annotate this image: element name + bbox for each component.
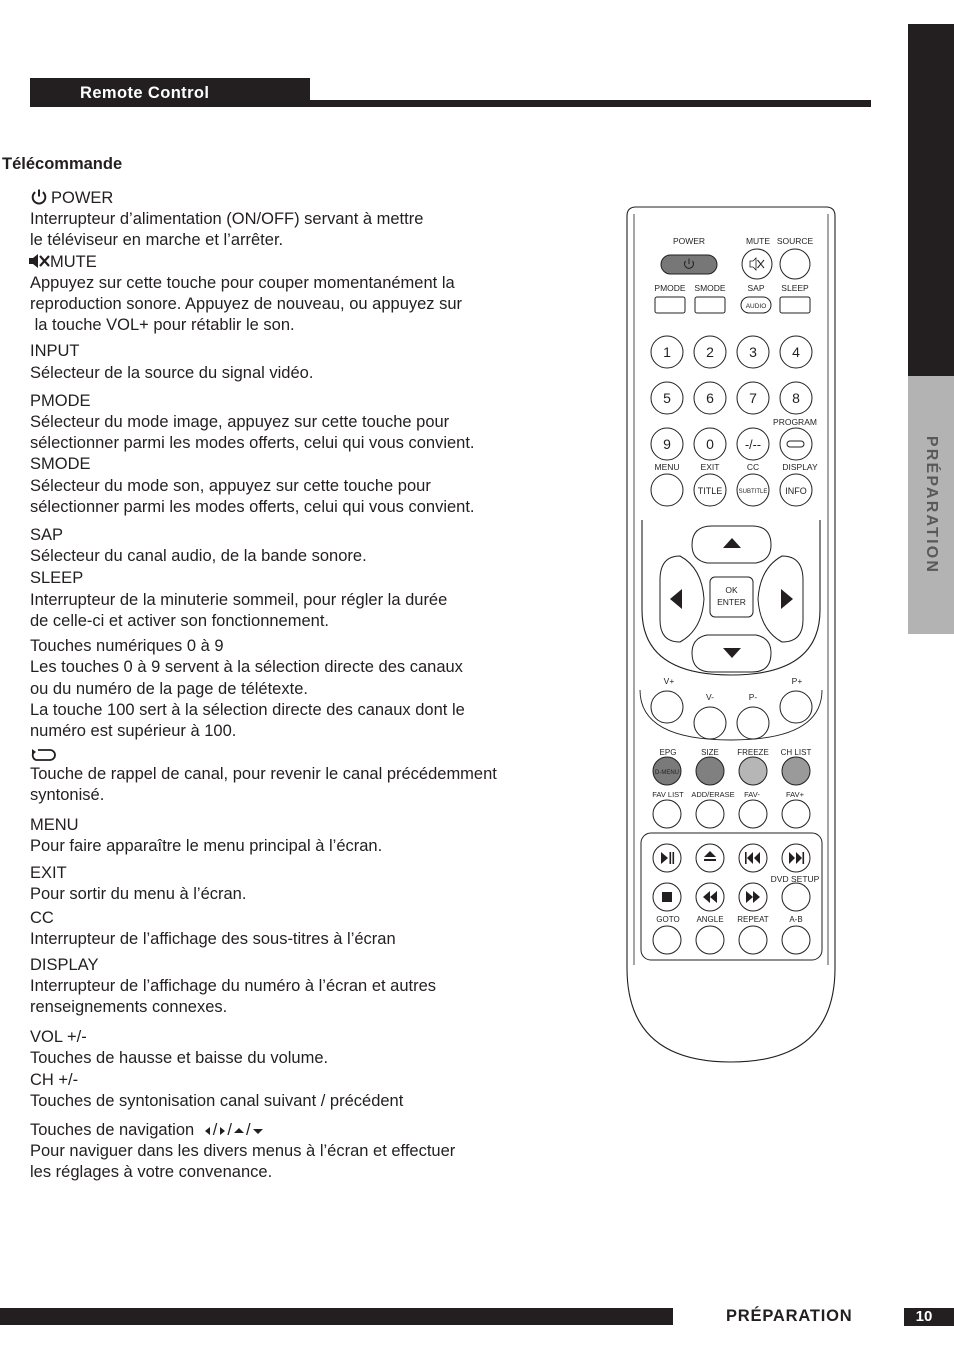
digit-4-label: 4 <box>792 344 800 360</box>
program-label: PROGRAM <box>773 417 817 427</box>
pmode-desc-2: sélectionner parmi les modes offerts, celui qui vous convient. <box>30 434 475 452</box>
nav-sep-1: / <box>212 1121 218 1139</box>
yellow-key-button[interactable] <box>739 757 767 785</box>
digit-8-label: 8 <box>792 390 800 406</box>
cc-label: CC <box>746 462 760 472</box>
fast-forward-icon <box>746 891 760 903</box>
repeat-button[interactable] <box>739 926 767 954</box>
next-icon <box>789 852 804 864</box>
sleep-label: SLEEP <box>781 283 809 293</box>
mute-button[interactable] <box>742 249 772 279</box>
power-desc-1: Interrupteur d’alimentation (ON/OFF) servant à mettre <box>30 210 424 228</box>
p-plus-label: P+ <box>791 676 803 686</box>
recall-desc-2: syntonisé. <box>30 786 105 804</box>
power-label: POWER <box>672 236 706 246</box>
header-title: Remote Control <box>80 84 210 102</box>
exit-title: EXIT <box>30 864 67 882</box>
digit-3-label: 3 <box>749 344 757 360</box>
v-plus-label: V+ <box>663 676 675 686</box>
remote-control <box>600 195 860 1075</box>
eject-button[interactable] <box>696 844 724 872</box>
display-desc-2: renseignements connexes. <box>30 998 228 1016</box>
nav-sep-2: / <box>227 1121 232 1139</box>
goto-button[interactable] <box>653 926 681 954</box>
eject-icon <box>704 851 716 861</box>
info-key-label: INFO <box>785 486 807 496</box>
ch-title: CH +/- <box>30 1071 79 1089</box>
epg-label: EPG <box>659 748 677 757</box>
add-erase-button[interactable] <box>696 800 724 828</box>
size-label: SIZE <box>701 748 719 757</box>
dmenu-label: D-MENU <box>655 770 679 776</box>
nav-desc-1: Pour naviguer dans les divers menus à l’écran et effectuer <box>30 1142 456 1160</box>
stop-icon <box>662 892 672 902</box>
fav-list-label: FAV LIST <box>652 790 684 799</box>
mute-label: MUTE <box>745 236 771 246</box>
digit-5-label: 5 <box>663 390 671 406</box>
nav-desc-2: les réglages à votre convenance. <box>30 1163 273 1181</box>
page-number: 10 <box>915 1308 933 1325</box>
volch-bay <box>640 690 822 740</box>
pmode-button[interactable] <box>655 297 685 313</box>
power-button[interactable] <box>661 255 717 274</box>
menu-button[interactable] <box>651 474 683 506</box>
fav-list-button[interactable] <box>653 800 681 828</box>
display-desc-1: Interrupteur de l’affichage du numéro à l’écran et autres <box>30 977 437 995</box>
mute-desc-2: reproduction sonore. Appuyez de nouveau, ou appuyez sur <box>30 295 463 313</box>
numeric-desc-4: numéro est supérieur à 100. <box>30 722 237 740</box>
ch-desc-1: Touches de syntonisation canal suivant / précédent <box>30 1092 404 1110</box>
ch-down-button[interactable] <box>737 707 769 739</box>
nav-right-button[interactable] <box>758 556 803 642</box>
menu-desc-1: Pour faire apparaître le menu principal à l’écran. <box>30 837 383 855</box>
vol-desc-1: Touches de hausse et baisse du volume. <box>30 1049 329 1067</box>
sap-label: SAP <box>747 283 765 293</box>
numeric-title: Touches numériques 0 à 9 <box>30 637 224 655</box>
numeric-desc-1: Les touches 0 à 9 servent à la sélection directe des canaux <box>30 658 463 676</box>
nav-heading <box>30 1120 265 1141</box>
digit-7-label: 7 <box>749 390 757 406</box>
rewind-icon <box>703 891 717 903</box>
sleep-desc-2: de celle-ci et activer son fonctionnement. <box>30 612 329 630</box>
footer-rule <box>0 1308 673 1325</box>
arrow-down-icon <box>251 1125 265 1137</box>
smode-desc-2: sélectionner parmi les modes offerts, celui qui vous convient. <box>30 498 475 516</box>
input-title: INPUT <box>30 342 80 360</box>
add-erase-label: ADD/ERASE <box>691 790 735 799</box>
green-key-button[interactable] <box>696 757 724 785</box>
angle-button[interactable] <box>696 926 724 954</box>
vol-up-button[interactable] <box>651 691 683 723</box>
audio-label: AUDIO <box>745 303 767 310</box>
side-tab-dark <box>908 24 954 376</box>
angle-label: ANGLE <box>696 915 724 924</box>
dvd-setup-button[interactable] <box>782 883 810 911</box>
exit-desc-1: Pour sortir du menu à l’écran. <box>30 885 247 903</box>
digit-9-label: 9 <box>663 436 671 452</box>
v-minus-label: V- <box>705 692 715 702</box>
pmode-label: PMODE <box>654 283 686 293</box>
dvd-setup-label: DVD SETUP <box>770 874 820 884</box>
section-title: Télécommande <box>2 155 123 173</box>
cc-title: CC <box>30 909 54 927</box>
smode-button[interactable] <box>695 297 725 313</box>
mute-icon <box>28 252 50 270</box>
prev-icon <box>745 852 760 864</box>
ok-label: OK <box>725 585 738 595</box>
digit-2-label: 2 <box>706 344 714 360</box>
menu-label: MENU <box>654 462 680 472</box>
footer-section-label: PRÉPARATION <box>726 1307 853 1325</box>
input-desc-1: Sélecteur de la source du signal vidéo. <box>30 364 314 382</box>
recall-desc-1: Touche de rappel de canal, pour revenir le canal précédemment <box>30 765 497 783</box>
source-label: SOURCE <box>776 236 814 246</box>
display-label: DISPLAY <box>782 462 818 472</box>
arrow-right-icon <box>217 1125 227 1137</box>
freeze-label: FREEZE <box>737 748 769 757</box>
mute-heading <box>28 252 97 273</box>
play-pause-icon <box>661 852 674 864</box>
power-heading <box>30 188 113 209</box>
power-title: POWER <box>51 189 114 207</box>
sap-title: SAP <box>30 526 64 544</box>
nav-down-icon <box>723 648 741 658</box>
menu-title: MENU <box>30 816 79 834</box>
nav-left-icon <box>670 589 682 609</box>
digit-6-label: 6 <box>706 390 714 406</box>
numeric-desc-2: ou du numéro de la page de télétexte. <box>30 680 308 698</box>
blue-key-button[interactable] <box>782 757 810 785</box>
smode-title: SMODE <box>30 455 91 473</box>
fav-minus-button[interactable] <box>739 800 767 828</box>
exit-label: EXIT <box>700 462 720 472</box>
sleep-button[interactable] <box>780 297 810 313</box>
dash-label: -/-- <box>745 438 761 452</box>
sleep-desc-1: Interrupteur de la minuterie sommeil, pour régler la durée <box>30 591 448 609</box>
power-desc-2: le téléviseur en marche et l’arrêter. <box>30 231 284 249</box>
ch-up-button[interactable] <box>780 691 812 723</box>
arrow-left-icon <box>203 1125 213 1137</box>
enter-label: ENTER <box>717 597 746 607</box>
sleep-title: SLEEP <box>30 569 84 587</box>
ab-button[interactable] <box>782 926 810 954</box>
ab-label: A-B <box>789 915 803 924</box>
digit-1-label: 1 <box>663 344 671 360</box>
digit-0-label: 0 <box>706 436 714 452</box>
vol-title: VOL +/- <box>30 1028 87 1046</box>
p-minus-label: P- <box>748 692 758 702</box>
power-icon <box>30 188 48 206</box>
smode-desc-1: Sélecteur du mode son, appuyez sur cette touche pour <box>30 477 431 495</box>
side-tab-label: PRÉPARATION <box>923 435 940 575</box>
nav-sep-3: / <box>245 1121 251 1139</box>
vol-down-button[interactable] <box>694 707 726 739</box>
source-button[interactable] <box>780 249 810 279</box>
sap-desc-1: Sélecteur du canal audio, de la bande sonore. <box>30 547 367 565</box>
pmode-title: PMODE <box>30 392 91 410</box>
fav-plus-label: FAV+ <box>786 790 804 799</box>
fav-plus-button[interactable] <box>782 800 810 828</box>
nav-title: Touches de navigation <box>30 1121 195 1139</box>
nav-up-icon <box>723 538 741 548</box>
recall-heading <box>30 744 58 765</box>
mute-desc-1: Appuyez sur cette touche pour couper momentanément la <box>30 274 455 292</box>
fav-minus-label: FAV- <box>744 790 760 799</box>
mute-title: MUTE <box>50 253 97 271</box>
display-title: DISPLAY <box>30 956 99 974</box>
ch-list-label: CH LIST <box>780 748 812 757</box>
recall-button-icon <box>787 441 804 447</box>
smode-label: SMODE <box>694 283 726 293</box>
cc-desc-1: Interrupteur de l’affichage des sous-titres à l’écran <box>30 930 396 948</box>
recall-icon <box>30 747 58 763</box>
arrow-up-icon <box>232 1125 246 1137</box>
goto-label: GOTO <box>656 915 680 924</box>
numeric-desc-3: La touche 100 sert à la sélection directe des canaux dont le <box>30 701 465 719</box>
repeat-label: REPEAT <box>737 915 769 924</box>
pmode-desc-1: Sélecteur du mode image, appuyez sur cette touche pour <box>30 413 450 431</box>
nav-right-icon <box>781 589 793 609</box>
title-key-label: TITLE <box>697 486 723 496</box>
recall-button[interactable] <box>780 428 812 460</box>
mute-desc-3: la touche VOL+ pour rétablir le son. <box>30 316 295 334</box>
subtitle-key-label: SUBTITLE <box>738 489 768 495</box>
